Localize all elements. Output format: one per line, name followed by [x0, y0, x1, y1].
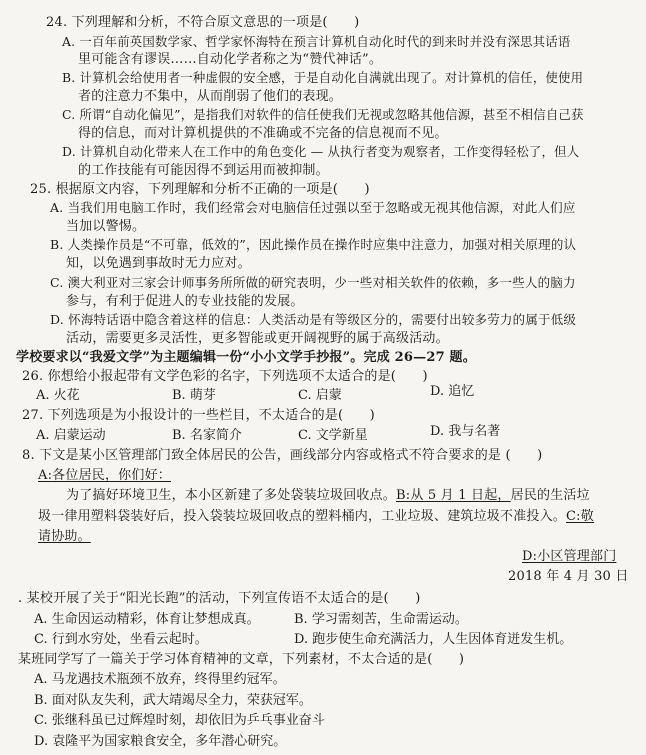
q25-option-c-line2: 参与，有利于促进人的专业技能的发展。 [66, 294, 304, 309]
q25-option-a-line2: 当加以警惕。 [66, 219, 146, 234]
q29-option-a: A. 生命因运动精彩，体育让梦想成真。 [34, 612, 260, 627]
q24-option-c-line2: 得的信息，而对计算机提供的不准确或不完备的信息视而不见。 [78, 126, 448, 141]
q24-option-b-line2: 者的注意力不集中，从而削弱了他们的表现。 [78, 89, 343, 104]
notice-body-line2 [38, 508, 594, 526]
section-heading: 学校要求以“我爱文学”为主题编辑一份“小小文学手抄报”。完成 26—27 题。 [16, 350, 476, 365]
q26-option-d: D. 追忆 [430, 384, 475, 399]
q27-option-b: B. 名家简介 [172, 428, 242, 443]
q29-stem: . 某校开展了关于“阳光长跑”的活动，下列宣传语不太适合的是( ) [18, 591, 421, 606]
q30-stem: 某班同学写了一篇关于学习体育精神的文章，下列素材，不太合适的是( ) [18, 652, 465, 667]
notice-part-b: B:从 5 月 1 日起， [396, 488, 511, 503]
notice-part-c: C:敬 [566, 509, 594, 524]
q26-option-c: C. 启蒙 [298, 388, 342, 403]
notice-body-text2: 圾一律用塑料袋装好后，投入袋装垃圾回收点的塑料桶内，工业垃圾、建筑垃圾不准投入。 [38, 509, 567, 524]
q28-stem: 8. 下文是某小区管理部门致全体居民的公告，画线部分内容或格式不符合要求的是 ( ) [22, 448, 543, 463]
q25-option-d-line1: D. 怀海特话语中隐含着这样的信息：人类活动是有等级区分的，需要付出较多劳力的属于低级 [50, 312, 577, 327]
q25-option-c-line1: C. 澳大利亚对三家会计师事务所所做的研究表明，少一些对相关软件的依赖，多一些人的脑力 [50, 275, 576, 290]
q24-option-d-line1: D. 计算机自动化带来人在工作中的角色变化 — 从执行者变为观察者，工作变得轻松了，但人 [62, 144, 580, 159]
q25-option-b-line1: B. 人类操作员是“不可靠，低效的”，因此操作员在操作时应集中注意力，加强对相关原理的认 [50, 237, 577, 252]
notice-sign: D:小区管理部门 [522, 549, 617, 564]
notice-greeting: A:各位居民，你们好： [38, 468, 171, 483]
q24-option-d-line2: 的工作技能有可能因得不到运用而被抑制。 [78, 163, 329, 178]
q29-option-c: C. 行到水穷处，坐看云起时。 [34, 632, 208, 647]
q27-option-d: D. 我与名著 [430, 424, 501, 439]
q25-stem: 25. 根据原文内容，下列理解和分析不正确的一项是( ) [30, 182, 370, 197]
q29-option-b: B. 学习需刻苦，生命需运动。 [294, 612, 468, 627]
q27-option-a: A. 启蒙运动 [36, 428, 106, 443]
notice-body-line3: 请协助。 [38, 529, 91, 544]
notice-body-text1b: 居民的生活垃 [510, 488, 590, 503]
q30-option-d: D. 袁隆平为国家粮食安全，多年潜心研究。 [34, 734, 287, 749]
notice-body-line1 [66, 487, 590, 505]
q26-stem: 26. 你想给小报起带有文学色彩的名字，下列选项不太适合的是( ) [22, 369, 428, 384]
q24-option-c-line1: C. 所谓“自动化偏见”，是指我们对软件的信任使我们无视或忽略其他信源，甚至不相信自己获 [62, 107, 584, 122]
q30-option-a: A. 马龙遇技术瓶颈不放弃，终得里约冠军。 [34, 672, 286, 687]
notice-date: 2018 年 4 月 30 日 [508, 569, 629, 584]
q25-option-d-line2: 活动，需要更多灵活性，更多智能或更开阔视野的属于高级活动。 [66, 331, 449, 346]
q24-stem: 24. 下列理解和分析，不符合原文意思的一项是( ) [46, 15, 360, 30]
q27-option-c: C. 文学新星 [298, 428, 368, 443]
q25-option-b-line2: 知，以免遇到事故时无力应对。 [66, 256, 251, 271]
q30-option-c: C. 张继科虽已过辉煌时刻，却依旧为乒乓事业奋斗 [34, 713, 325, 728]
q24-option-b-line1: B. 计算机会给使用者一种虚假的安全感，于是自动化自满就出现了。对计算机的信任，使使用 [62, 70, 584, 85]
q26-option-b: B. 萌芽 [172, 388, 216, 403]
q24-option-a-line2: 里可能含有谬误……自动化学者称之为“赞代神话”。 [78, 52, 383, 67]
notice-body-text1: 为了搞好环境卫生，本小区新建了多处袋装垃圾回收点。 [66, 488, 397, 503]
q24-option-a-line1: A. 一百年前英国数学家、哲学家怀海特在预言计算机自动化时代的到来时并没有深思其话语 [62, 34, 571, 49]
q30-option-b: B. 面对队友失利，武大靖竭尽全力，荣获冠军。 [34, 693, 312, 708]
q26-option-a: A. 火花 [36, 388, 80, 403]
q29-option-d: D. 跑步使生命充满活力，人生因体育迸发生机。 [294, 632, 573, 647]
q27-stem: 27. 下列选项是为小报设计的一些栏目，不太适合的是( ) [22, 408, 375, 423]
q25-option-a-line1: A. 当我们用电脑工作时，我们经常会对电脑信任过强以至于忽略或无视其他信源，对此人们应 [50, 200, 576, 215]
